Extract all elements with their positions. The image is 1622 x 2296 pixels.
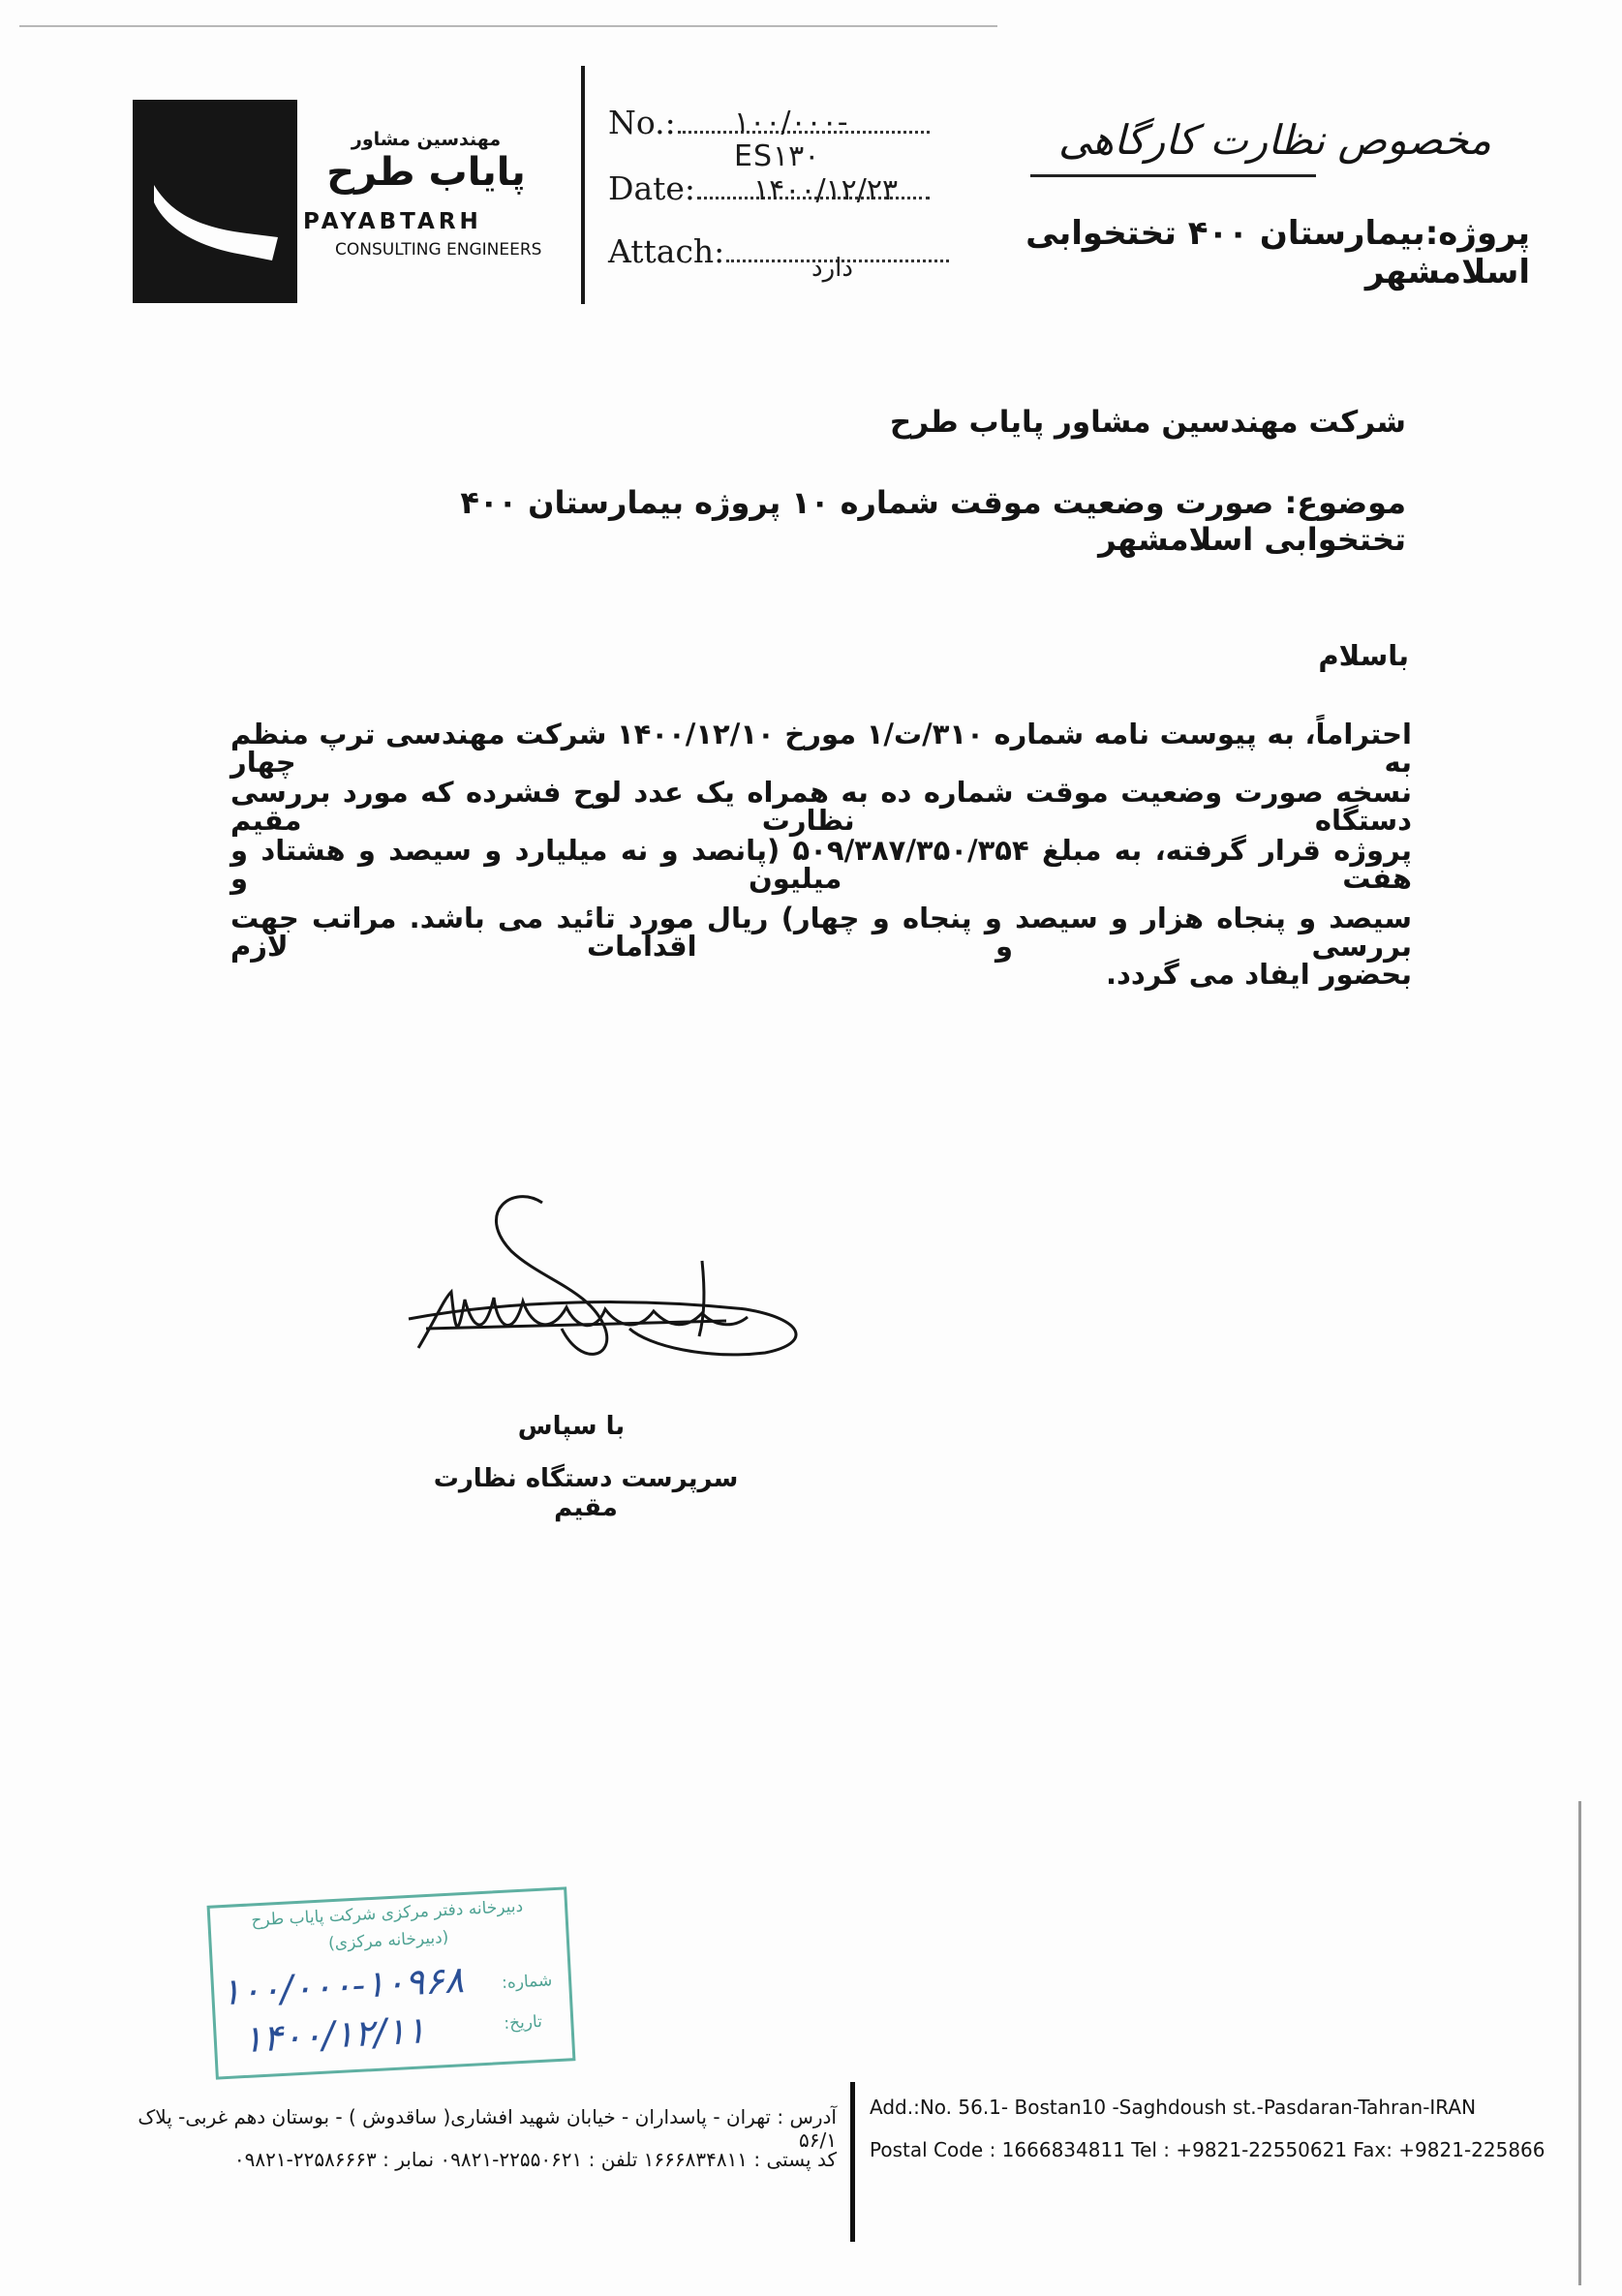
body-line: پروژه قرار گرفته، به مبلغ ۵۰۹/۳۸۷/۳۵۰/۳۵۴ (پانصد و نه میلیارد و سیصد و هشتاد و هفت میلیون و [230,834,1412,895]
letter-attach-label: Attach: [608,232,725,270]
body-line: بحضور ایفاد می گردد. [1106,958,1412,991]
letter-attach-value: دارد [811,254,853,283]
stamp-number-label: شماره: [501,1971,553,1994]
footer-contact-en: Postal Code : 1666834811 Tel : +9821-22550621 Fax: +9821-225866 [870,2138,1545,2161]
stamp-number-value: ۱۰۰/۰۰۰-۱۰۹۶۸ [220,1958,466,2014]
scan-edge-right [1578,1801,1581,2285]
letter-number-row [608,104,930,173]
stamp-line2: (دبیرخانه مرکزی) [327,1927,449,1954]
company-name-en: PAYABTARH [303,209,482,234]
scan-edge-top [19,25,997,27]
handwritten-underline [1030,174,1316,177]
footer-divider [850,2082,855,2242]
registration-stamp [207,1886,576,2079]
letter-date-value: ۱۴۰۰/۱۲/۲۳ [753,173,899,207]
signature [397,1183,833,1396]
greeting: باسلام [1318,639,1409,672]
body-line: سیصد و پنجاه هزار و سیصد و پنجاه و چهار) ریال مورد تائید می باشد. مراتب جهت بررسی و اقدامات لازم [230,902,1412,963]
letter-date-label: Date: [608,169,696,207]
letter-number-label: No.: [608,104,676,141]
header-divider [581,66,585,304]
company-tagline-en: CONSULTING ENGINEERS [335,240,542,260]
footer-contact-fa: کد پستی : ۱۶۶۶۸۳۴۸۱۱ تلفن : ۲۲۵۵۰۶۲۱-۰۹۸۲۱ نمابر : ۲۲۵۸۶۶۶۳-۰۹۸۲۱ [233,2148,837,2171]
subject: موضوع: صورت وضعیت موقت شماره ۱۰ پروژه بیمارستان ۴۰۰ تختخوابی اسلامشهر [460,484,1406,558]
letter-attach-row [608,232,949,283]
closing: با سپاس [517,1412,626,1441]
signer-title: سرپرست دستگاه نظارت مقیم [433,1464,739,1522]
company-logo-mark [133,100,297,303]
company-name-fa-line1: مهندسین مشاور [351,129,502,150]
footer-address-en: Add.:No. 56.1- Bostan10 -Saghdoush st.-Pasdaran-Tahran-IRAN [870,2096,1477,2119]
letter-date-row [608,169,930,207]
project-line: پروژه:بیمارستان ۴۰۰ تختخوابی اسلامشهر [1025,214,1530,291]
footer-address-fa: آدرس : تهران - پاسداران - خیابان شهید افشاری( ساقدوش ) - بوستان دهم غربی- پلاک ۵۶/۱ [138,2105,837,2152]
recipient: شرکت مهندسین مشاور پایاب طرح [889,405,1406,440]
stamp-line1: دبیرخانه دفتر مرکزی شرکت پایاب طرح [250,1896,524,1931]
body-line: احتراماً، به پیوست نامه شماره ۳۱۰/ت/۱ مورخ ۱۴۰۰/۱۲/۱۰ شرکت مهندسی ترپ منظم به چهار [230,718,1412,779]
body-line: نسخه صورت وضعیت موقت شماره ده به همراه یک عدد لوح فشرده که مورد بررسی دستگاه نظارت مقیم [230,776,1412,837]
handwritten-title: مخصوص نظارت کارگاهی [1058,116,1491,164]
stamp-date-value: ۱۴۰۰/۱۲/۱۱ [241,2008,427,2062]
company-name-fa: پایاب طرح [326,150,526,195]
letter-number-value: ۱۰۰/۰۰۰-ES۱۳۰ [734,106,848,173]
stamp-date-label: تاریخ: [503,2011,543,2034]
